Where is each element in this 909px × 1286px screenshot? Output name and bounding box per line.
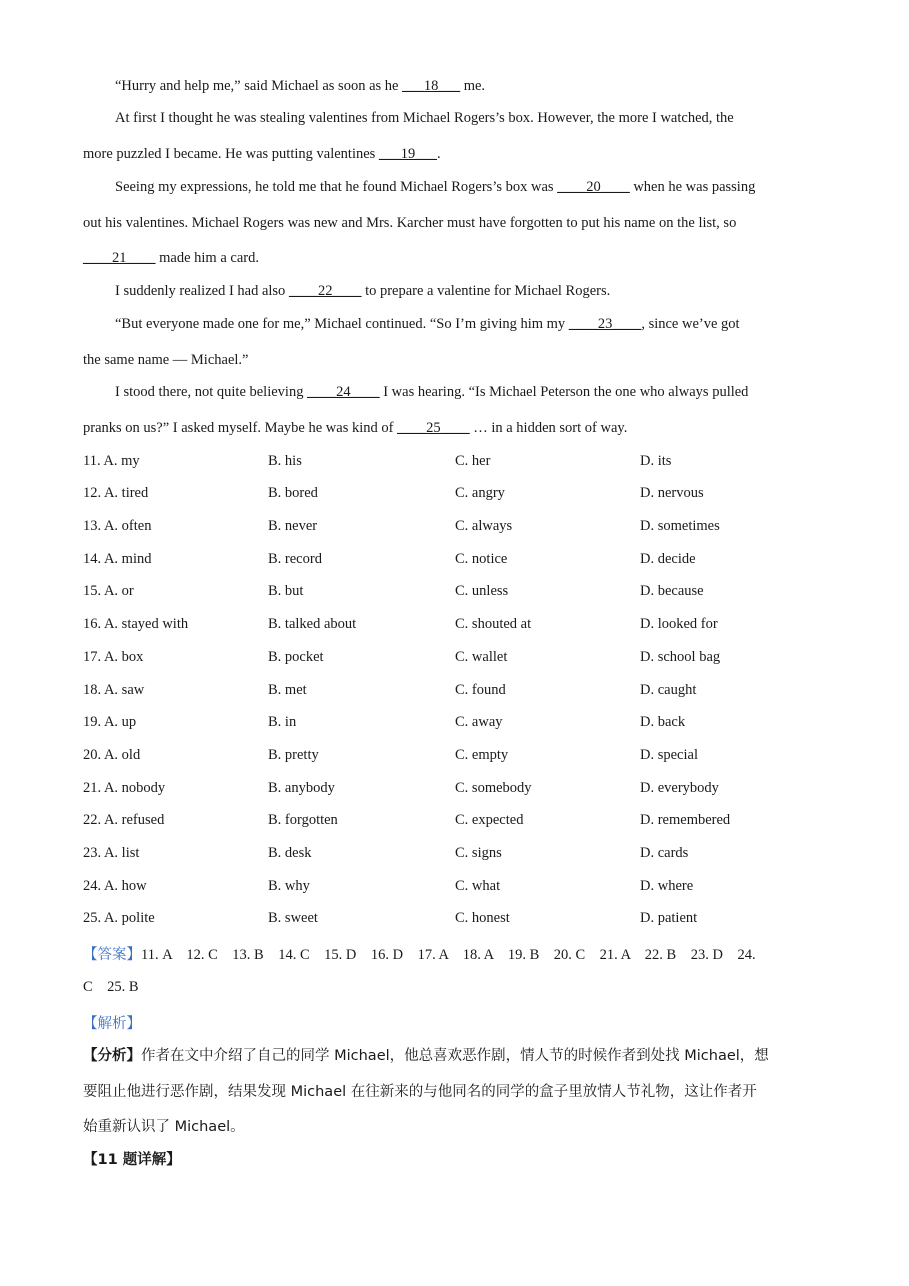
analysis-fenxi-label: 【分析】 bbox=[83, 1048, 141, 1064]
option-c: C. notice bbox=[455, 551, 508, 567]
option-b: B. why bbox=[268, 878, 310, 894]
option-b: B. forgotten bbox=[268, 812, 338, 828]
option-c: C. unless bbox=[455, 583, 509, 599]
passage-line-4: Seeing my expressions, he told me that he found Michael Rogers’s box was ____20____ when he was passing bbox=[115, 179, 756, 195]
answer-line-1 bbox=[83, 943, 756, 964]
option-b: B. talked about bbox=[268, 616, 357, 632]
option-d: D. school bag bbox=[640, 649, 721, 665]
blank-21: ____21____ bbox=[83, 250, 156, 266]
passage-line-1: “Hurry and help me,” said Michael as soon as he ___18___ me. bbox=[115, 78, 486, 94]
blank-24: ____24____ bbox=[307, 384, 380, 400]
option-a: 19. A. up bbox=[83, 714, 137, 730]
option-a: 13. A. often bbox=[83, 518, 152, 534]
option-d: D. its bbox=[640, 453, 672, 469]
option-b: B. pocket bbox=[268, 649, 324, 665]
option-c: C. somebody bbox=[455, 780, 532, 796]
option-c: C. her bbox=[455, 453, 491, 469]
option-a: 17. A. box bbox=[83, 649, 144, 665]
blank-25: ____25____ bbox=[397, 420, 470, 436]
option-c: C. expected bbox=[455, 812, 524, 828]
answer-label: 【答案】 bbox=[83, 947, 141, 963]
analysis-line-3: 始重新认识了 Michael。 bbox=[83, 1119, 245, 1135]
option-c: C. found bbox=[455, 682, 506, 698]
analysis-line-1: 【分析】作者在文中介绍了自己的同学 Michael，他总喜欢恶作剧，情人节的时候作者到处找 Michael，想 bbox=[83, 1048, 769, 1064]
option-d: D. back bbox=[640, 714, 686, 730]
option-a: 24. A. how bbox=[83, 878, 147, 894]
option-d: D. decide bbox=[640, 551, 696, 567]
option-c: C. what bbox=[455, 878, 501, 894]
blank-22: ____22____ bbox=[288, 283, 362, 299]
passage-line-3: more puzzled I became. He was putting valentines ___19___. bbox=[83, 146, 441, 162]
option-d: D. special bbox=[640, 747, 698, 763]
option-d: D. nervous bbox=[640, 485, 704, 501]
option-c: C. wallet bbox=[455, 649, 508, 665]
passage-line-11: pranks on us?” I asked myself. Maybe he was kind of ____25____ … in a hidden sort of way. bbox=[83, 420, 628, 436]
option-b: B. never bbox=[268, 518, 318, 534]
analysis-line-2: 要阻止他进行恶作剧，结果发现 Michael 在往新来的与他同名的同学的盒子里放情人节礼物，这让作者开 bbox=[83, 1084, 757, 1100]
option-a: 22. A. refused bbox=[83, 812, 165, 828]
option-b: B. pretty bbox=[268, 747, 319, 763]
option-a: 25. A. polite bbox=[83, 910, 155, 926]
option-d: D. remembered bbox=[640, 812, 731, 828]
blank-23: ____23____ bbox=[568, 316, 642, 332]
option-b: B. record bbox=[268, 551, 322, 567]
passage-line-6: ____21____ made him a card. bbox=[83, 250, 259, 266]
passage-line-10: I stood there, not quite believing ____24____ I was hearing. “Is Michael Peterson the one who always pulled bbox=[115, 384, 749, 400]
analysis-label: 【解析】 bbox=[83, 1016, 141, 1032]
answer-line-2: C 25. B bbox=[83, 979, 139, 995]
passage-line-5: out his valentines. Michael Rogers was new and Mrs. Karcher must have forgotten to put his name on the list, so bbox=[83, 215, 737, 231]
passage-line-7: I suddenly realized I had also ____22____ to prepare a valentine for Michael Rogers. bbox=[115, 283, 611, 299]
option-d: D. cards bbox=[640, 845, 689, 861]
option-d: D. where bbox=[640, 878, 694, 894]
option-c: C. shouted at bbox=[455, 616, 532, 632]
blank-20: ____20____ bbox=[557, 179, 630, 195]
option-b: B. met bbox=[268, 682, 307, 698]
option-c: C. always bbox=[455, 518, 513, 534]
passage-line-8: “But everyone made one for me,” Michael continued. “So I’m giving him my ____23____, since we’ve got bbox=[115, 316, 740, 332]
option-c: C. angry bbox=[455, 485, 505, 501]
option-b: B. his bbox=[268, 453, 302, 469]
option-c: C. away bbox=[455, 714, 503, 730]
option-a: 15. A. or bbox=[83, 583, 134, 599]
option-a: 11. A. my bbox=[83, 453, 140, 469]
option-b: B. anybody bbox=[268, 780, 335, 796]
option-b: B. desk bbox=[268, 845, 312, 861]
option-a: 20. A. old bbox=[83, 747, 141, 763]
option-b: B. sweet bbox=[268, 910, 318, 926]
option-a: 23. A. list bbox=[83, 845, 140, 861]
passage-line-2: At first I thought he was stealing valentines from Michael Rogers’s box. However, the more I watched, the bbox=[115, 110, 734, 126]
option-a: 21. A. nobody bbox=[83, 780, 166, 796]
option-a: 14. A. mind bbox=[83, 551, 152, 567]
blank-19: ___19___ bbox=[378, 146, 437, 162]
option-d: D. everybody bbox=[640, 780, 719, 796]
blank-18: ___18___ bbox=[402, 78, 461, 94]
option-c: C. signs bbox=[455, 845, 502, 861]
option-d: D. looked for bbox=[640, 616, 718, 632]
option-b: B. bored bbox=[268, 485, 318, 501]
option-a: 12. A. tired bbox=[83, 485, 149, 501]
option-d: D. patient bbox=[640, 910, 698, 926]
option-a: 16. A. stayed with bbox=[83, 616, 189, 632]
option-c: C. empty bbox=[455, 747, 509, 763]
detail-11-label: 【11 题详解】 bbox=[83, 1152, 181, 1168]
option-a: 18. A. saw bbox=[83, 682, 145, 698]
option-b: B. but bbox=[268, 583, 304, 599]
option-d: D. sometimes bbox=[640, 518, 720, 534]
option-d: D. because bbox=[640, 583, 704, 599]
option-d: D. caught bbox=[640, 682, 697, 698]
option-b: B. in bbox=[268, 714, 297, 730]
passage-line-9: the same name — Michael.” bbox=[83, 352, 249, 368]
option-c: C. honest bbox=[455, 910, 510, 926]
answer-values: 11. A 12. C 13. B 14. C 15. D 16. D 17. A 18. A 19. B 20. C 21. A 22. B 23. D 24. bbox=[141, 947, 756, 963]
